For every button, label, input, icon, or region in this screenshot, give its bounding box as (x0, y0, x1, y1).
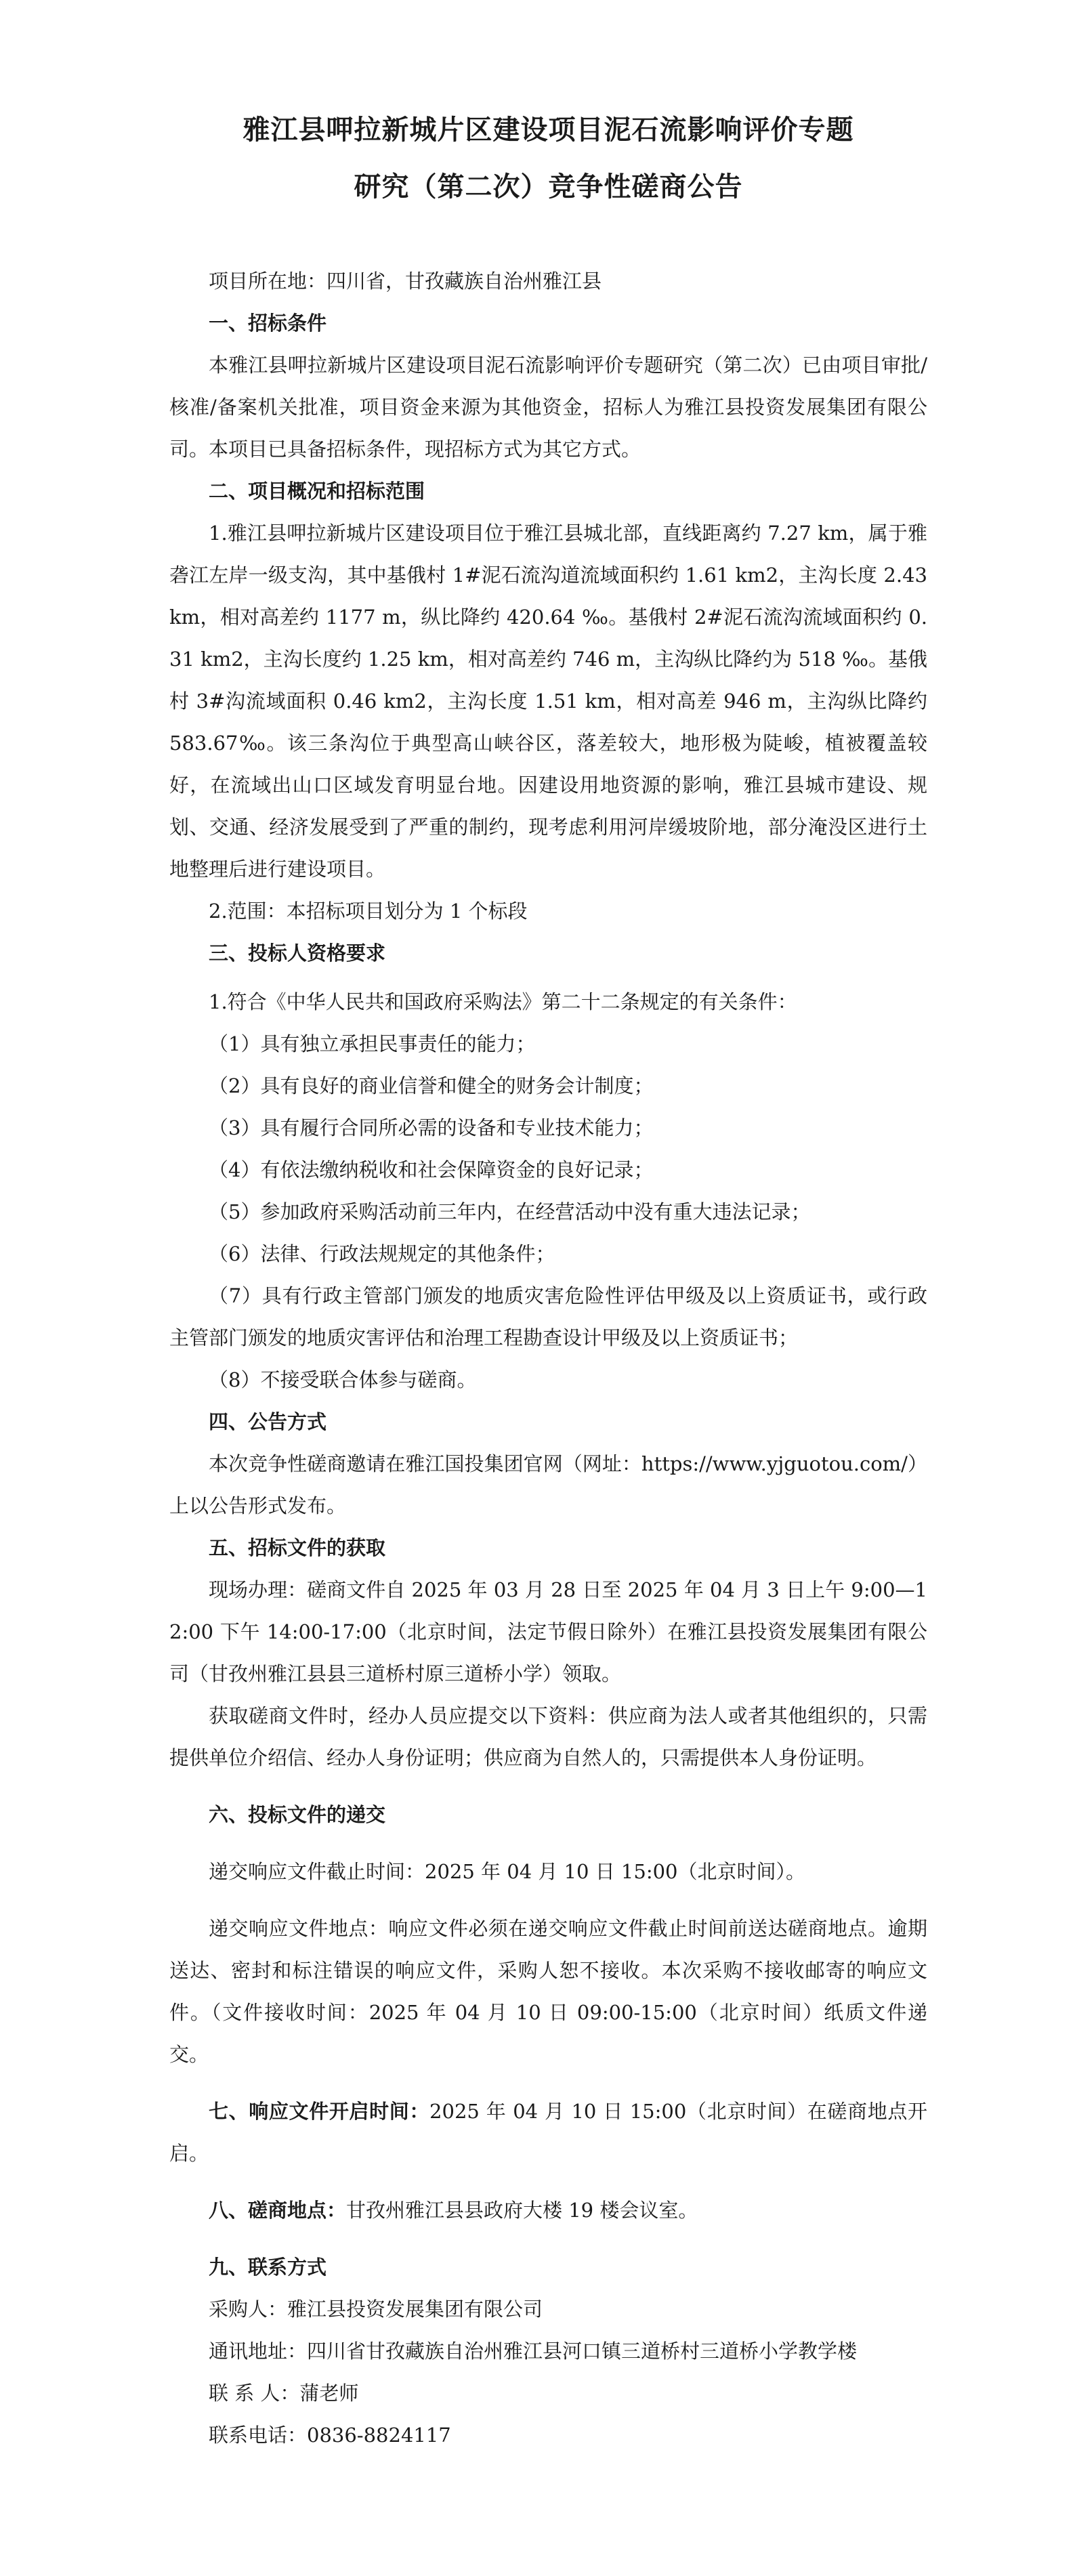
section-8-text: 甘孜州雅江县县政府大楼 19 楼会议室。 (346, 2199, 698, 2222)
section-5-heading: 五、招标文件的获取 (209, 1536, 386, 1559)
section-8 (169, 2189, 927, 2231)
project-location: 项目所在地：四川省，甘孜藏族自治州雅江县 (209, 270, 602, 293)
qualification-item: （1）具有独立承担民事责任的能力； (209, 1032, 536, 1055)
contact-person: 联 系 人：蒲老师 (209, 2382, 359, 2405)
section-3-intro: 1.符合《中华人民共和国政府采购法》第二十二条规定的有关条件： (209, 990, 797, 1013)
qualification-item: （4）有依法缴纳税收和社会保障资金的良好记录； (209, 1158, 654, 1181)
section-6-paragraph-1: 递交响应文件截止时间：2025 年 04 月 10 日 15:00（北京时间）。 (209, 1860, 805, 1883)
section-6-heading: 六、投标文件的递交 (209, 1803, 386, 1826)
section-2-heading: 二、项目概况和招标范围 (209, 480, 425, 503)
contact-address: 通讯地址：四川省甘孜藏族自治州雅江县河口镇三道桥村三道桥小学教学楼 (209, 2340, 858, 2363)
qualification-item: （6）法律、行政法规规定的其他条件； (209, 1242, 555, 1265)
title-line-2: 研究（第二次）竞争性磋商公告 (354, 171, 743, 203)
document-title (169, 102, 927, 215)
section-7 (169, 2090, 927, 2174)
contact-phone: 联系电话：0836-8824117 (209, 2424, 451, 2447)
qualification-item: （2）具有良好的商业信誉和健全的财务会计制度； (209, 1074, 654, 1097)
section-4-paragraph: 本次竞争性磋商邀请在雅江国投集团官网（网址：https://www.yjguotou.com/）上以公告形式发布。 (169, 1452, 927, 1517)
section-4-heading: 四、公告方式 (209, 1410, 327, 1433)
contact-purchaser: 采购人：雅江县投资发展集团有限公司 (209, 2298, 543, 2321)
qualification-item: （3）具有履行合同所必需的设备和专业技术能力； (209, 1116, 654, 1139)
section-8-heading: 八、磋商地点： (209, 2199, 347, 2222)
section-3-heading: 三、投标人资格要求 (209, 942, 386, 965)
section-7-text: 2025 年 04 月 10 日 15:00（北京时间）在磋商地点开启。 (169, 2100, 927, 2165)
section-5-paragraph-2: 获取磋商文件时，经办人员应提交以下资料：供应商为法人或者其他组织的，只需提供单位介绍信、经办人身份证明；供应商为自然人的，只需提供本人身份证明。 (169, 1704, 927, 1769)
qualification-item: （7）具有行政主管部门颁发的地质灾害危险性评估甲级及以上资质证书，或行政主管部门颁发的地质灾害评估和治理工程勘查设计甲级及以上资质证书； (169, 1284, 927, 1349)
section-9-heading: 九、联系方式 (209, 2256, 327, 2279)
section-6-paragraph-2: 递交响应文件地点：响应文件必须在递交响应文件截止时间前送达磋商地点。逾期送达、密封和标注错误的响应文件，采购人恕不接收。本次采购不接收邮寄的响应文件。（文件接收时间：2025 年 04 月 10 日 09:00-15:00（北京时间）纸质文件递交。 (169, 1917, 927, 2066)
section-2-paragraph-1: 1.雅江县呷拉新城片区建设项目位于雅江县城北部，直线距离约 7.27 km，属于雅砻江左岸一级支沟，其中基俄村 1#泥石流沟道流域面积约 1.61 km2，主沟长度 2.43 km，相对高差约 1177 m，纵比降约 420.64 ‰。基俄村 2#泥石流沟流域面积约 0.31 km2，主沟长度约 1.25 km，相对高差约 746 m，主沟纵比降约为 518 ‰。基俄村 3#沟流域面积 0.46 km2，主沟长度 1.51 km，相对高差 946 m，主沟纵比降约 583.67‰。该三条沟位于典型高山峡谷区，落差较大，地形极为陡峻，植被覆盖较好，在流域出山口区域发育明显台地。因建设用地资源的影响，雅江县城市建设、规划、交通、经济发展受到了严重的制约，现考虑利用河岸缓坡阶地，部分淹没区进行土地整理后进行建设项目。 (169, 522, 927, 881)
section-1-heading: 一、招标条件 (209, 312, 327, 335)
section-1-paragraph: 本雅江县呷拉新城片区建设项目泥石流影响评价专题研究（第二次）已由项目审批/核准/备案机关批准，项目资金来源为其他资金，招标人为雅江县投资发展集团有限公司。本项目已具备招标条件，现招标方式为其它方式。 (169, 354, 927, 461)
qualification-item: （8）不接受联合体参与磋商。 (209, 1368, 477, 1391)
title-line-1: 雅江县呷拉新城片区建设项目泥石流影响评价专题 (243, 114, 854, 146)
section-5-paragraph-1: 现场办理：磋商文件自 2025 年 03 月 28 日至 2025 年 04 月 3 日上午 9:00—12:00 下午 14:00-17:00（北京时间，法定节假日除外）在雅江县投资发展集团有限公司（甘孜州雅江县县三道桥村原三道桥小学）领取。 (169, 1578, 927, 1685)
section-2-paragraph-2: 2.范围：本招标项目划分为 1 个标段 (209, 900, 528, 923)
qualification-item: （5）参加政府采购活动前三年内，在经营活动中没有重大违法记录； (209, 1200, 811, 1223)
section-7-heading: 七、响应文件开启时间： (209, 2100, 430, 2123)
